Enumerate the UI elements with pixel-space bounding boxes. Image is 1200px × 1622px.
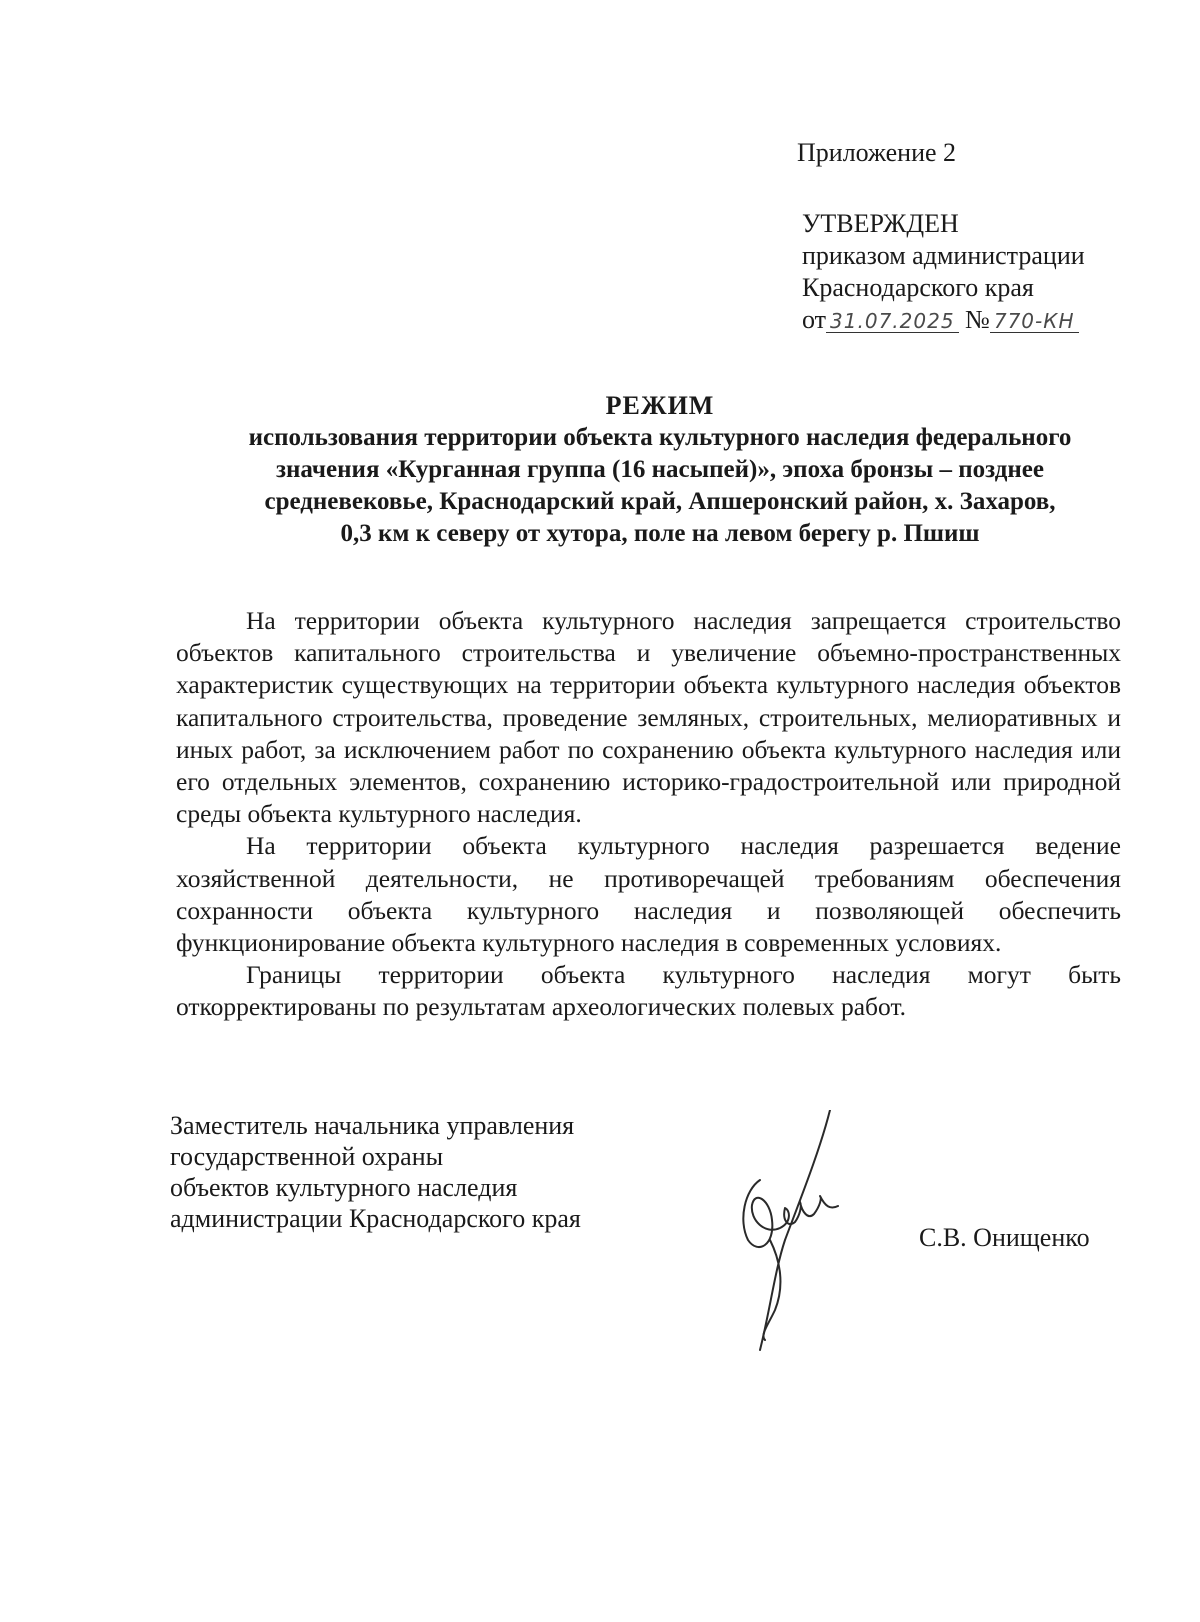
position-line-2: государственной охраны <box>170 1142 444 1171</box>
appendix-label: Приложение 2 <box>797 138 957 167</box>
signer-position <box>170 1110 581 1234</box>
approval-stamp <box>802 208 1085 336</box>
title-line-4: 0,3 км к северу от хутора, поле на левом берегу р. Пшиш <box>340 520 980 547</box>
document-title <box>170 390 1150 550</box>
title-line-2: значения «Курганная группа (16 насыпей)», эпоха бронзы – позднее <box>275 456 1044 483</box>
paragraph-prohibitions: На территории объекта культурного наследия запрещается строительство объектов капитального строительства и увеличение объемно-пространственных характеристик существующих на территории объекта культурного наследия объектов капитального строительства, проведение земляных, строительных, мелиоративных и иных работ, за исключением работ по сохранению объекта культурного наследия или его отдельных элементов, сохранению историко-градостроительной или природной среды объекта культурного наследия. <box>176 606 1121 829</box>
paragraph-boundaries: Границы территории объекта культурного наследия могут быть откорректированы по результатам археологических полевых работ. <box>176 960 1121 1022</box>
approved-label: УТВЕРЖДЕН <box>802 209 959 238</box>
title-heading: РЕЖИМ <box>605 391 715 420</box>
handwritten-date: 31.07.2025 <box>826 310 959 333</box>
paragraph-permissions: На территории объекта культурного наследия разрешается ведение хозяйственной деятельности, не противоречащей требованиям обеспечения сохранности объекта культурного наследия и позволяющей обеспечить функционирование объекта культурного наследия в современных условиях. <box>176 831 1121 958</box>
handwritten-signature <box>730 1110 880 1360</box>
title-line-1: использования территории объекта культурного наследия федерального <box>248 424 1072 451</box>
signer-name: С.В. Онищенко <box>919 1223 1090 1252</box>
document-body <box>176 605 1121 1024</box>
position-line-3: объектов культурного наследия <box>170 1173 518 1202</box>
approved-by-line-1: приказом администрации <box>802 241 1085 270</box>
approved-by-line-2: Краснодарского края <box>802 273 1034 302</box>
position-line-1: Заместитель начальника управления <box>170 1111 575 1140</box>
title-line-3: средневековье, Краснодарский край, Апшеронский район, х. Захаров, <box>264 488 1056 515</box>
number-prefix: № <box>965 305 990 334</box>
position-line-4: администрации Краснодарского края <box>170 1204 581 1233</box>
order-date-number <box>802 304 1085 336</box>
handwritten-number: 770-КН <box>990 310 1079 333</box>
date-prefix: от <box>802 305 827 334</box>
